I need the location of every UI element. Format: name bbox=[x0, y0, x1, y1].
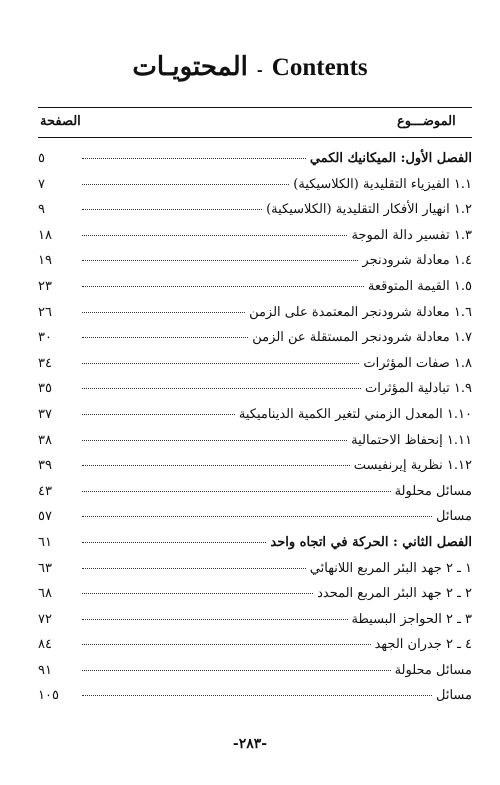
toc-entry bbox=[38, 351, 472, 377]
entry-text: ١.٦ معادلة شرودنجر المعتمدة على الزمن bbox=[249, 304, 472, 320]
dot-leader bbox=[82, 541, 266, 543]
toc-entry bbox=[38, 248, 472, 274]
toc-entry bbox=[38, 402, 472, 428]
entry-text: مسائل bbox=[436, 688, 472, 704]
toc-entry-title bbox=[352, 607, 472, 633]
dot-leader bbox=[82, 439, 347, 441]
dot-leader bbox=[82, 362, 359, 364]
dot-leader bbox=[82, 259, 358, 261]
toc-entry bbox=[38, 632, 472, 658]
dot-leader bbox=[82, 336, 248, 338]
entry-text: مسائل محلولة bbox=[394, 662, 472, 678]
entry-text: ١ ـ ٢ جهد البئر المربع اللانهائي bbox=[309, 560, 472, 576]
dot-leader bbox=[82, 387, 361, 389]
dot-leader bbox=[82, 413, 235, 415]
dot-leader bbox=[82, 234, 347, 236]
entry-text: ١.٥ القيمة المتوقعة bbox=[367, 278, 472, 294]
toc-entry bbox=[38, 556, 472, 582]
toc-entry-title bbox=[239, 402, 472, 428]
toc-page-number: ٦٣ bbox=[38, 560, 52, 576]
toc-page-number: ١٠٥ bbox=[38, 688, 59, 704]
title-arabic: المحتويـات bbox=[132, 52, 248, 82]
toc-page-number: ٧٢ bbox=[38, 611, 52, 627]
toc-page-number: ٢٦ bbox=[38, 304, 52, 320]
toc-page-number: ٣٨ bbox=[38, 432, 52, 448]
toc-entry bbox=[38, 683, 472, 709]
entry-text: ١.١ الفيزياء التقليدية (الكلاسيكية) bbox=[293, 176, 472, 192]
entry-text: ١.٧ معادلة شرودنجر المستقلة عن الزمن bbox=[252, 330, 472, 346]
dot-leader bbox=[82, 490, 391, 492]
toc-page-number: ١٨ bbox=[38, 227, 52, 243]
toc-entry-title bbox=[395, 479, 472, 505]
toc-entry-title bbox=[362, 248, 472, 274]
toc-page-number: ٢٣ bbox=[38, 278, 52, 294]
toc-entry-title bbox=[363, 351, 472, 377]
dot-leader bbox=[82, 157, 306, 159]
column-header-topic: الموضـــوع bbox=[397, 114, 456, 129]
entry-text: ١.٨ صفات المؤثرات bbox=[363, 355, 472, 371]
toc-entry-title bbox=[351, 223, 472, 249]
title-separator: - bbox=[256, 63, 263, 79]
dot-leader bbox=[82, 183, 289, 185]
toc-entry bbox=[38, 607, 472, 633]
table-of-contents bbox=[38, 146, 472, 709]
toc-page-number: ٥٧ bbox=[38, 509, 52, 525]
toc-page-number: ٥ bbox=[38, 151, 45, 166]
toc-entry-title bbox=[436, 504, 472, 530]
toc-entry bbox=[38, 172, 472, 198]
toc-entry bbox=[38, 504, 472, 530]
dot-leader bbox=[82, 285, 364, 287]
entry-text: ١.٩ تبادلية المؤثرات bbox=[365, 381, 472, 397]
entry-text: ١.١١ إنحفاظ الاحتمالية bbox=[351, 432, 472, 448]
entry-text: مسائل محلولة bbox=[394, 483, 472, 499]
toc-entry-title bbox=[270, 530, 472, 556]
toc-entry bbox=[38, 453, 472, 479]
toc-entry bbox=[38, 146, 472, 172]
dot-leader bbox=[82, 669, 391, 671]
dot-leader bbox=[82, 311, 245, 313]
toc-entry bbox=[38, 325, 472, 351]
toc-entry bbox=[38, 223, 472, 249]
toc-entry-title bbox=[252, 325, 472, 351]
toc-entry bbox=[38, 479, 472, 505]
dot-leader bbox=[82, 515, 432, 517]
toc-entry-title bbox=[310, 146, 472, 172]
entry-text: الحركة في اتجاه واحد bbox=[270, 534, 393, 550]
toc-entry-title bbox=[354, 453, 472, 479]
toc-page-number: ٣٠ bbox=[38, 330, 52, 346]
toc-page-number: ٨٤ bbox=[38, 637, 52, 653]
entry-text: ١.٤ معادلة شرودنجر bbox=[362, 253, 472, 269]
entry-text: ٤ ـ ٢ جدران الجهد bbox=[374, 637, 472, 653]
toc-page-number: ٦١ bbox=[38, 534, 52, 550]
toc-page-number: ٩ bbox=[38, 202, 45, 218]
dot-leader bbox=[82, 592, 313, 594]
toc-entry-title bbox=[293, 172, 472, 198]
dot-leader bbox=[82, 618, 348, 620]
entry-text: ٣ ـ ٢ الحواجز البسيطة bbox=[351, 611, 472, 627]
toc-entry-title bbox=[395, 658, 472, 684]
toc-page-number: ١٩ bbox=[38, 253, 52, 269]
toc-page-number: ٣٥ bbox=[38, 381, 52, 397]
toc-entry-title bbox=[365, 376, 472, 402]
toc-entry bbox=[38, 658, 472, 684]
toc-page-number: ٣٩ bbox=[38, 458, 52, 474]
page-number: -٢٨٣- bbox=[232, 736, 268, 752]
toc-entry bbox=[38, 376, 472, 402]
dot-leader bbox=[82, 643, 371, 645]
entry-text: ٢ ـ ٢ جهد البئر المربع المحدد bbox=[317, 586, 472, 602]
chapter-label: الفصل الثاني : bbox=[392, 534, 472, 550]
top-rule bbox=[38, 107, 472, 108]
chapter-label: الفصل الأول: bbox=[400, 151, 472, 166]
toc-page-number: ٣٤ bbox=[38, 355, 52, 371]
dot-leader bbox=[82, 694, 432, 696]
toc-entry-title bbox=[351, 428, 472, 454]
toc-page-number: ٤٣ bbox=[38, 483, 52, 499]
toc-entry bbox=[38, 581, 472, 607]
toc-page-number: ٣٧ bbox=[38, 406, 52, 422]
entry-text: ١.١٠ المعدل الزمني لتغير الكمية الديناميكية bbox=[238, 406, 472, 422]
toc-entry-title bbox=[310, 556, 472, 582]
toc-entry bbox=[38, 300, 472, 326]
toc-entry-title bbox=[436, 683, 472, 709]
toc-entry-title bbox=[266, 197, 472, 223]
toc-entry bbox=[38, 197, 472, 223]
toc-entry-title bbox=[249, 300, 472, 326]
toc-page-number: ٦٨ bbox=[38, 586, 52, 602]
header-rule bbox=[38, 137, 472, 138]
toc-entry-title bbox=[368, 274, 472, 300]
column-header-page: الصفحة bbox=[40, 114, 81, 129]
toc-entry-title bbox=[375, 632, 472, 658]
toc-entry bbox=[38, 530, 472, 556]
entry-text: ١.٢ انهيار الأفكار التقليدية (الكلاسيكية) bbox=[266, 202, 472, 218]
page-title bbox=[0, 52, 500, 82]
entry-text: ١.١٢ نظرية إيرنفيست bbox=[353, 458, 472, 474]
toc-entry-title bbox=[317, 581, 472, 607]
toc-entry bbox=[38, 274, 472, 300]
toc-page-number: ٧ bbox=[38, 176, 45, 192]
dot-leader bbox=[82, 208, 262, 210]
dot-leader bbox=[82, 464, 350, 466]
title-english: Contents bbox=[271, 54, 368, 81]
toc-entry bbox=[38, 428, 472, 454]
entry-text: ١.٣ تفسير دالة الموجة bbox=[351, 227, 472, 243]
entry-text: مسائل bbox=[436, 509, 472, 525]
entry-text: الميكانيك الكمي bbox=[309, 151, 401, 166]
dot-leader bbox=[82, 567, 306, 569]
toc-page-number: ٩١ bbox=[38, 662, 52, 678]
